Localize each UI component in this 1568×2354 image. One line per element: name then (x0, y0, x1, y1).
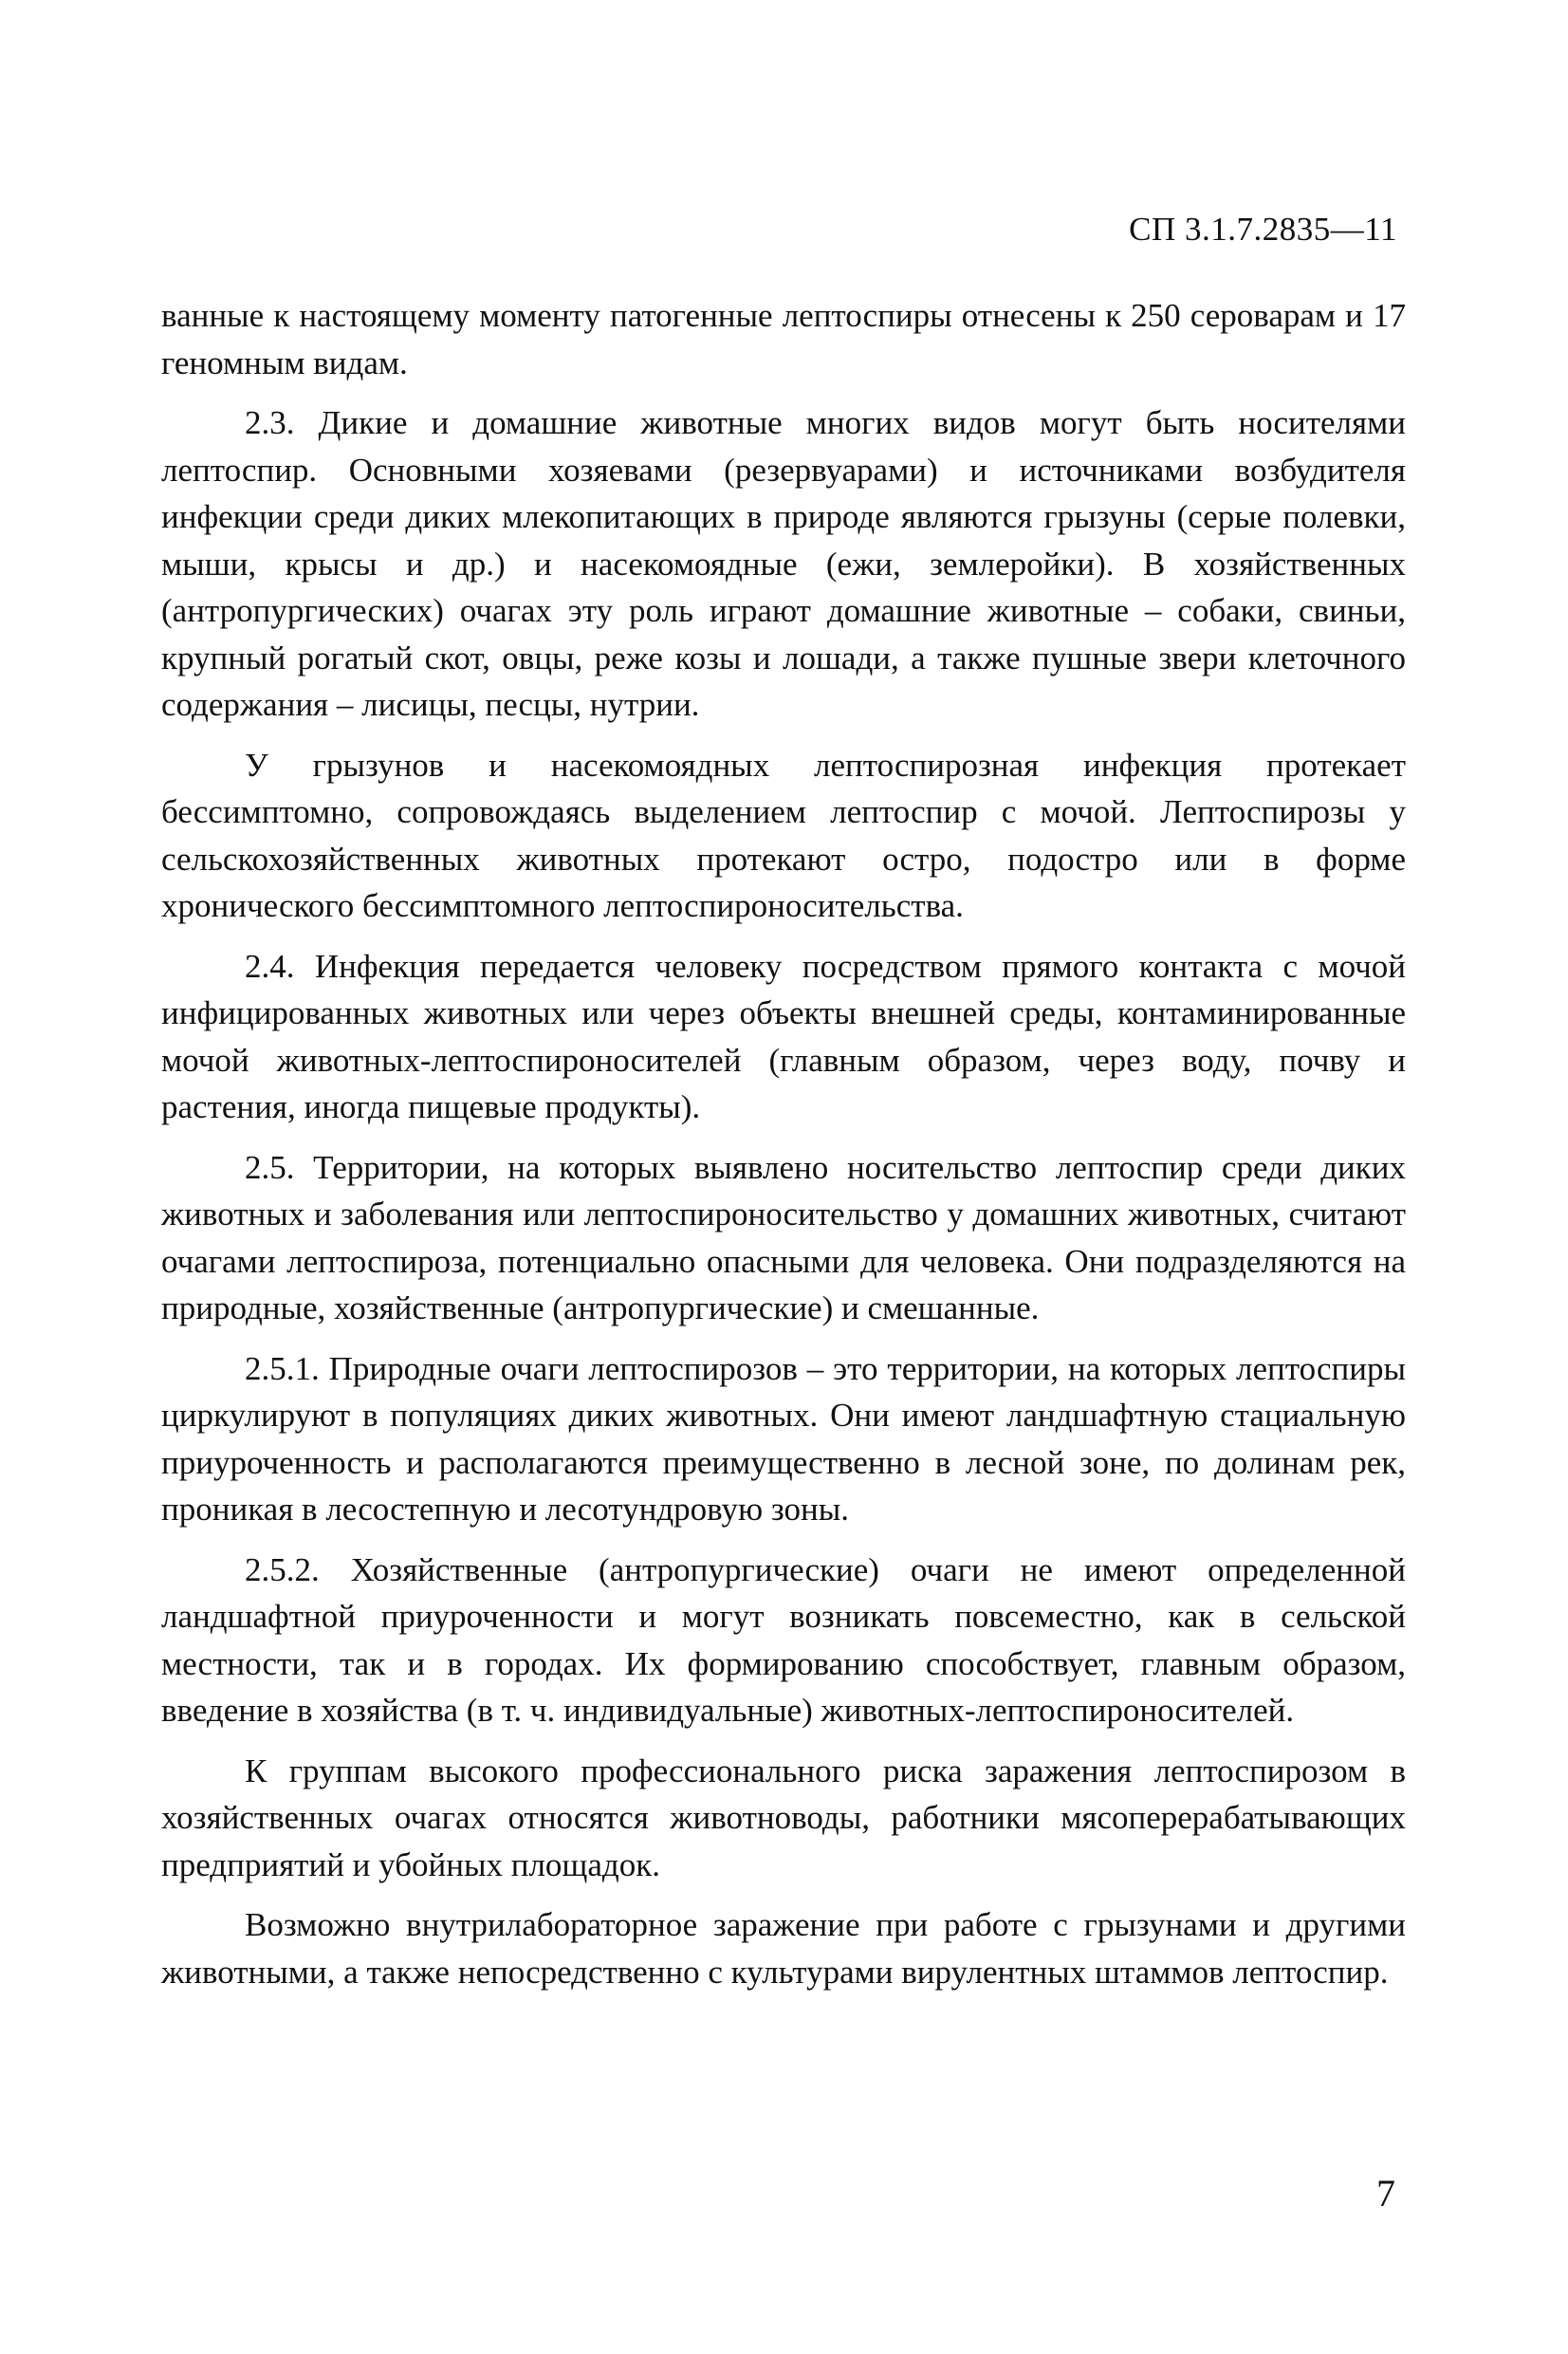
paragraph-rodents: У грызунов и насекомоядных лептоспирозная инфекция протекает бессимптомно, сопровождаясь выделением лептоспир с мочой. Лептоспирозы у сельскохозяйственных животных протекают остро, подостро или в форме хронического бессимптомного лептоспироносительства. (161, 746, 1406, 924)
paragraph-2-4: 2.4. Инфекция передается человеку посредством прямого контакта с мочой инфицированных животных или через объекты внешней среды, контаминированные мочой животных-лептоспироносителей (главным образом, через воду, почву и растения, иногда пищевые продукты). (161, 947, 1406, 1125)
paragraph-continuation: ванные к настоящему моменту патогенные лептоспиры отнесены к 250 сероварам и 17 геномным видам. (161, 297, 1406, 381)
paragraph-2-3: 2.3. Дикие и домашние животные многих видов могут быть носителями лептоспир. Основными хозяевами (резервуарами) и источниками возбудителя инфекции среди диких млекопитающих в природе являются грызуны (серые полевки, мыши, крысы и др.) и насекомоядные (ежи, землеройки). В хозяйственных (антропургических) очагах эту роль играют домашние животные – собаки, свиньи, крупный рогатый скот, овцы, реже козы и лошади, а также пушные звери клеточного содержания – лисицы, песцы, нутрии. (161, 404, 1406, 723)
page-number: 7 (1376, 2172, 1395, 2215)
document-body (161, 292, 1406, 2009)
paragraph-2-5-1: 2.5.1. Природные очаги лептоспирозов – это территории, на которых лептоспиры циркулируют в популяциях диких животных. Они имеют ландшафтную стациальную приуроченность и располагаются преимущественно в лесной зоне, по долинам рек, проникая в лесостепную и лесотундровую зоны. (161, 1349, 1406, 1528)
document-code-header: СП 3.1.7.2835—11 (1129, 211, 1397, 248)
paragraph-risk-groups: К группам высокого профессионального риска заражения лептоспирозом в хозяйственных очагах относятся животноводы, работники мясоперерабатывающих предприятий и убойных площадок. (161, 1752, 1406, 1883)
paragraph-2-5: 2.5. Территории, на которых выявлено носительство лептоспир среди диких животных и заболевания или лептоспироносительство у домашних животных, считают очагами лептоспироза, потенциально опасными для человека. Они подразделяются на природные, хозяйственные (антропургические) и смешанные. (161, 1148, 1406, 1326)
paragraph-lab-infection: Возможно внутрилабораторное заражение при работе с грызунами и другими животными, а также непосредственно с культурами вирулентных штаммов лептоспир. (161, 1906, 1406, 1991)
paragraph-2-5-2: 2.5.2. Хозяйственные (антропургические) очаги не имеют определенной ландшафтной приуроченности и могут возникать повсеместно, как в сельской местности, так и в городах. Их формированию способствует, главным образом, введение в хозяйства (в т. ч. индивидуальные) животных-лептоспироносителей. (161, 1550, 1406, 1729)
